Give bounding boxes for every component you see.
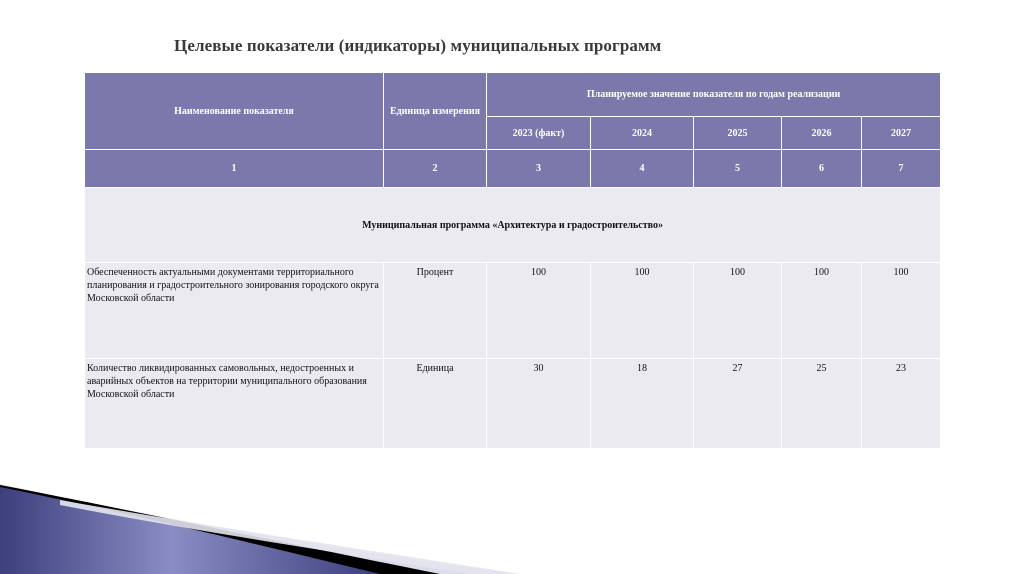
indicator-value: 25	[782, 359, 862, 449]
header-year: 2024	[591, 117, 694, 150]
column-number: 6	[782, 150, 862, 188]
indicator-unit: Единица	[384, 359, 487, 449]
indicators-table	[84, 72, 941, 449]
indicator-value: 27	[694, 359, 782, 449]
column-number-row	[85, 150, 941, 188]
indicator-value: 100	[591, 263, 694, 359]
table-row	[85, 359, 941, 449]
column-number: 2	[384, 150, 487, 188]
column-number: 5	[694, 150, 782, 188]
header-year: 2027	[862, 117, 941, 150]
indicator-name: Обеспеченность актуальными документами территориального планирования и градостроительного зонирования городского округа Московской области	[85, 263, 384, 359]
column-number: 7	[862, 150, 941, 188]
header-unit: Единица измерения	[384, 73, 487, 150]
header-name: Наименование показателя	[85, 73, 384, 150]
header-year: 2023 (факт)	[487, 117, 591, 150]
section-title: Муниципальная программа «Архитектура и градостроительство»	[85, 188, 941, 263]
indicator-value: 100	[862, 263, 941, 359]
table-row	[85, 263, 941, 359]
indicator-name: Количество ликвидированных самовольных, недостроенных и аварийных объектов на территории муниципального образования Московской области	[85, 359, 384, 449]
header-year: 2025	[694, 117, 782, 150]
indicator-value: 18	[591, 359, 694, 449]
indicator-value: 23	[862, 359, 941, 449]
indicator-value: 100	[694, 263, 782, 359]
column-number: 1	[85, 150, 384, 188]
slide-title: Целевые показатели (индикаторы) муниципальных программ	[174, 36, 662, 55]
indicator-unit: Процент	[384, 263, 487, 359]
indicator-value: 100	[782, 263, 862, 359]
header-year: 2026	[782, 117, 862, 150]
header-planned: Планируемое значение показателя по годам реализации	[487, 73, 941, 117]
column-number: 3	[487, 150, 591, 188]
indicator-value: 30	[487, 359, 591, 449]
column-number: 4	[591, 150, 694, 188]
indicator-value: 100	[487, 263, 591, 359]
